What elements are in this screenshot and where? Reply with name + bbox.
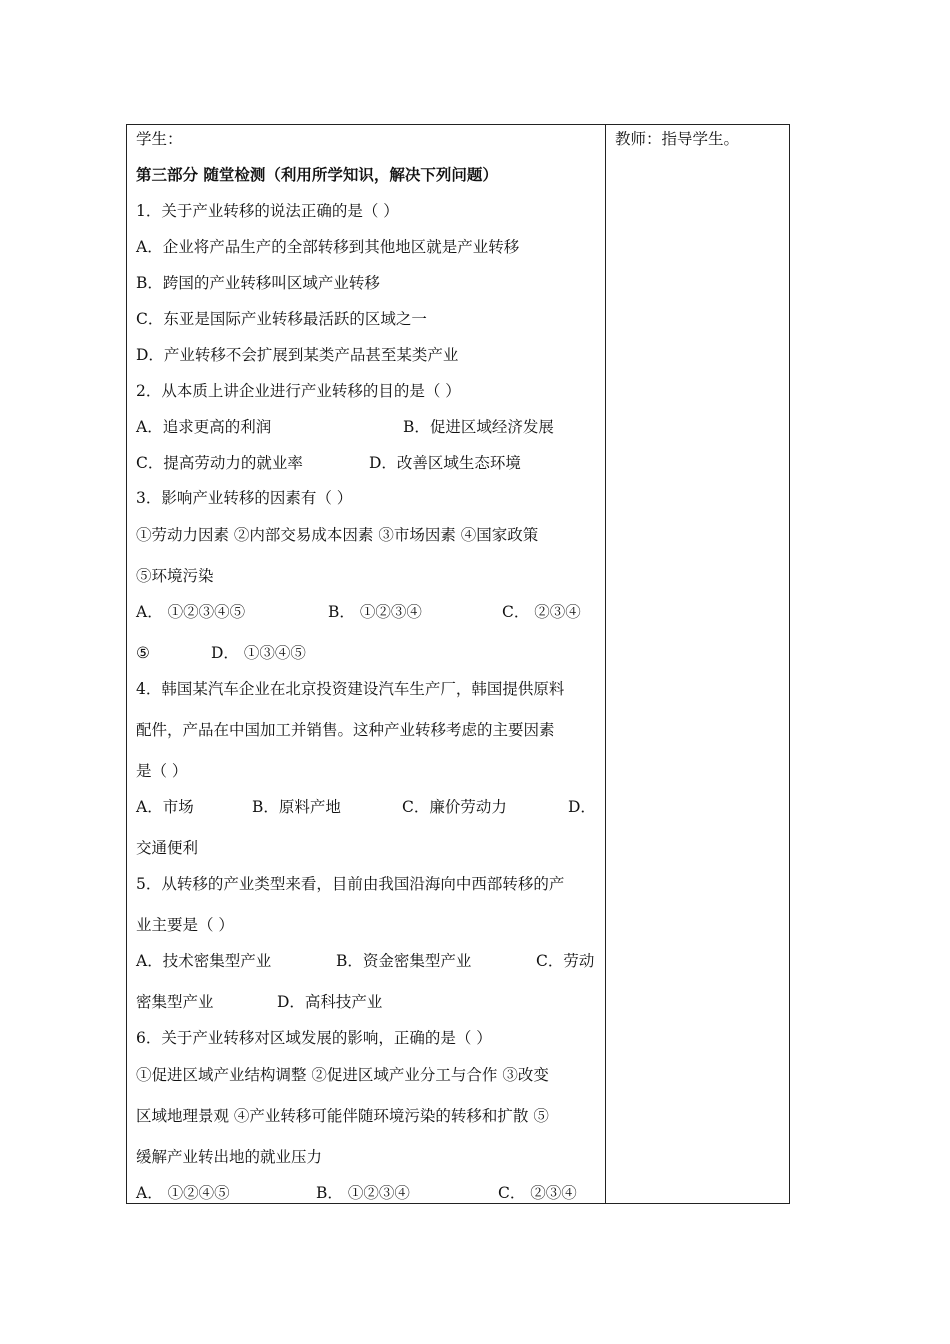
q3-option-a: A． ①②③④⑤ bbox=[136, 603, 246, 621]
q6-effects-line-2: 区域地理景观 ④产业转移可能伴随环境污染的转移和扩散 ⑤ bbox=[136, 1107, 549, 1125]
q6-option-c: C． ②③④ bbox=[498, 1184, 577, 1202]
question-2: 2．从本质上讲企业进行产业转移的目的是（ ） bbox=[136, 382, 461, 400]
q5-option-d: D．高科技产业 bbox=[277, 993, 383, 1011]
q5-option-c: C．劳动 bbox=[536, 952, 595, 970]
q4-option-b: B．原料产地 bbox=[252, 798, 341, 816]
q5-option-b: B．资金密集型产业 bbox=[336, 952, 472, 970]
q2-option-c: C．提高劳动力的就业率 bbox=[136, 454, 303, 472]
q6-effects-line-3: 缓解产业转出地的就业压力 bbox=[136, 1148, 323, 1166]
q6-option-a: A． ①②④⑤ bbox=[136, 1184, 230, 1202]
question-5-line-2: 业主要是（ ） bbox=[136, 916, 234, 934]
q2-option-a: A．追求更高的利润 bbox=[136, 418, 272, 436]
q6-effects-line-1: ①促进区域产业结构调整 ②促进区域产业分工与合作 ③改变 bbox=[136, 1066, 549, 1084]
question-6: 6．关于产业转移对区域发展的影响，正确的是（ ） bbox=[136, 1029, 492, 1047]
q4-option-d-text: 交通便利 bbox=[136, 839, 199, 857]
q6-option-b: B． ①②③④ bbox=[316, 1184, 410, 1202]
q5-option-a: A．技术密集型产业 bbox=[136, 952, 272, 970]
lesson-table bbox=[126, 124, 790, 1204]
question-4-line-3: 是（ ） bbox=[136, 762, 188, 780]
q3-option-c: C． ②③④ bbox=[502, 603, 581, 621]
q3-factors-line-2: ⑤环境污染 bbox=[136, 567, 214, 585]
q2-option-d: D．改善区域生态环境 bbox=[369, 454, 521, 472]
question-5-line-1: 5．从转移的产业类型来看，目前由我国沿海向中西部转移的产 bbox=[136, 875, 565, 893]
q2-option-b: B．促进区域经济发展 bbox=[403, 418, 554, 436]
q3-option-c-continued: ⑤ bbox=[136, 644, 150, 662]
q3-factors-line-1: ①劳动力因素 ②内部交易成本因素 ③市场因素 ④国家政策 bbox=[136, 526, 539, 544]
q3-option-b: B． ①②③④ bbox=[328, 603, 422, 621]
q1-option-d: D．产业转移不会扩展到某类产品甚至某类产业 bbox=[136, 346, 459, 364]
question-4-line-1: 4．韩国某汽车企业在北京投资建设汽车生产厂，韩国提供原料 bbox=[136, 680, 565, 698]
q1-option-c: C．东亚是国际产业转移最活跃的区域之一 bbox=[136, 310, 427, 328]
q4-option-d: D． bbox=[568, 798, 596, 816]
q1-option-a: A．企业将产品生产的全部转移到其他地区就是产业转移 bbox=[136, 238, 520, 256]
q5-option-c-continued: 密集型产业 bbox=[136, 993, 214, 1011]
question-1: 1．关于产业转移的说法正确的是（ ） bbox=[136, 202, 399, 220]
q1-option-b: B．跨国的产业转移叫区域产业转移 bbox=[136, 274, 380, 292]
section-heading: 第三部分 随堂检测（利用所学知识，解决下列问题） bbox=[136, 165, 498, 184]
question-4-line-2: 配件，产品在中国加工并销售。这种产业转移考虑的主要因素 bbox=[136, 721, 555, 739]
student-label: 学生： bbox=[136, 130, 183, 148]
question-3: 3．影响产业转移的因素有（ ） bbox=[136, 489, 353, 507]
q4-option-a: A．市场 bbox=[136, 798, 194, 816]
q3-option-d: D． ①③④⑤ bbox=[211, 644, 306, 662]
column-divider bbox=[605, 125, 606, 1203]
teacher-note: 教师：指导学生。 bbox=[615, 130, 740, 148]
q4-option-c: C．廉价劳动力 bbox=[402, 798, 507, 816]
